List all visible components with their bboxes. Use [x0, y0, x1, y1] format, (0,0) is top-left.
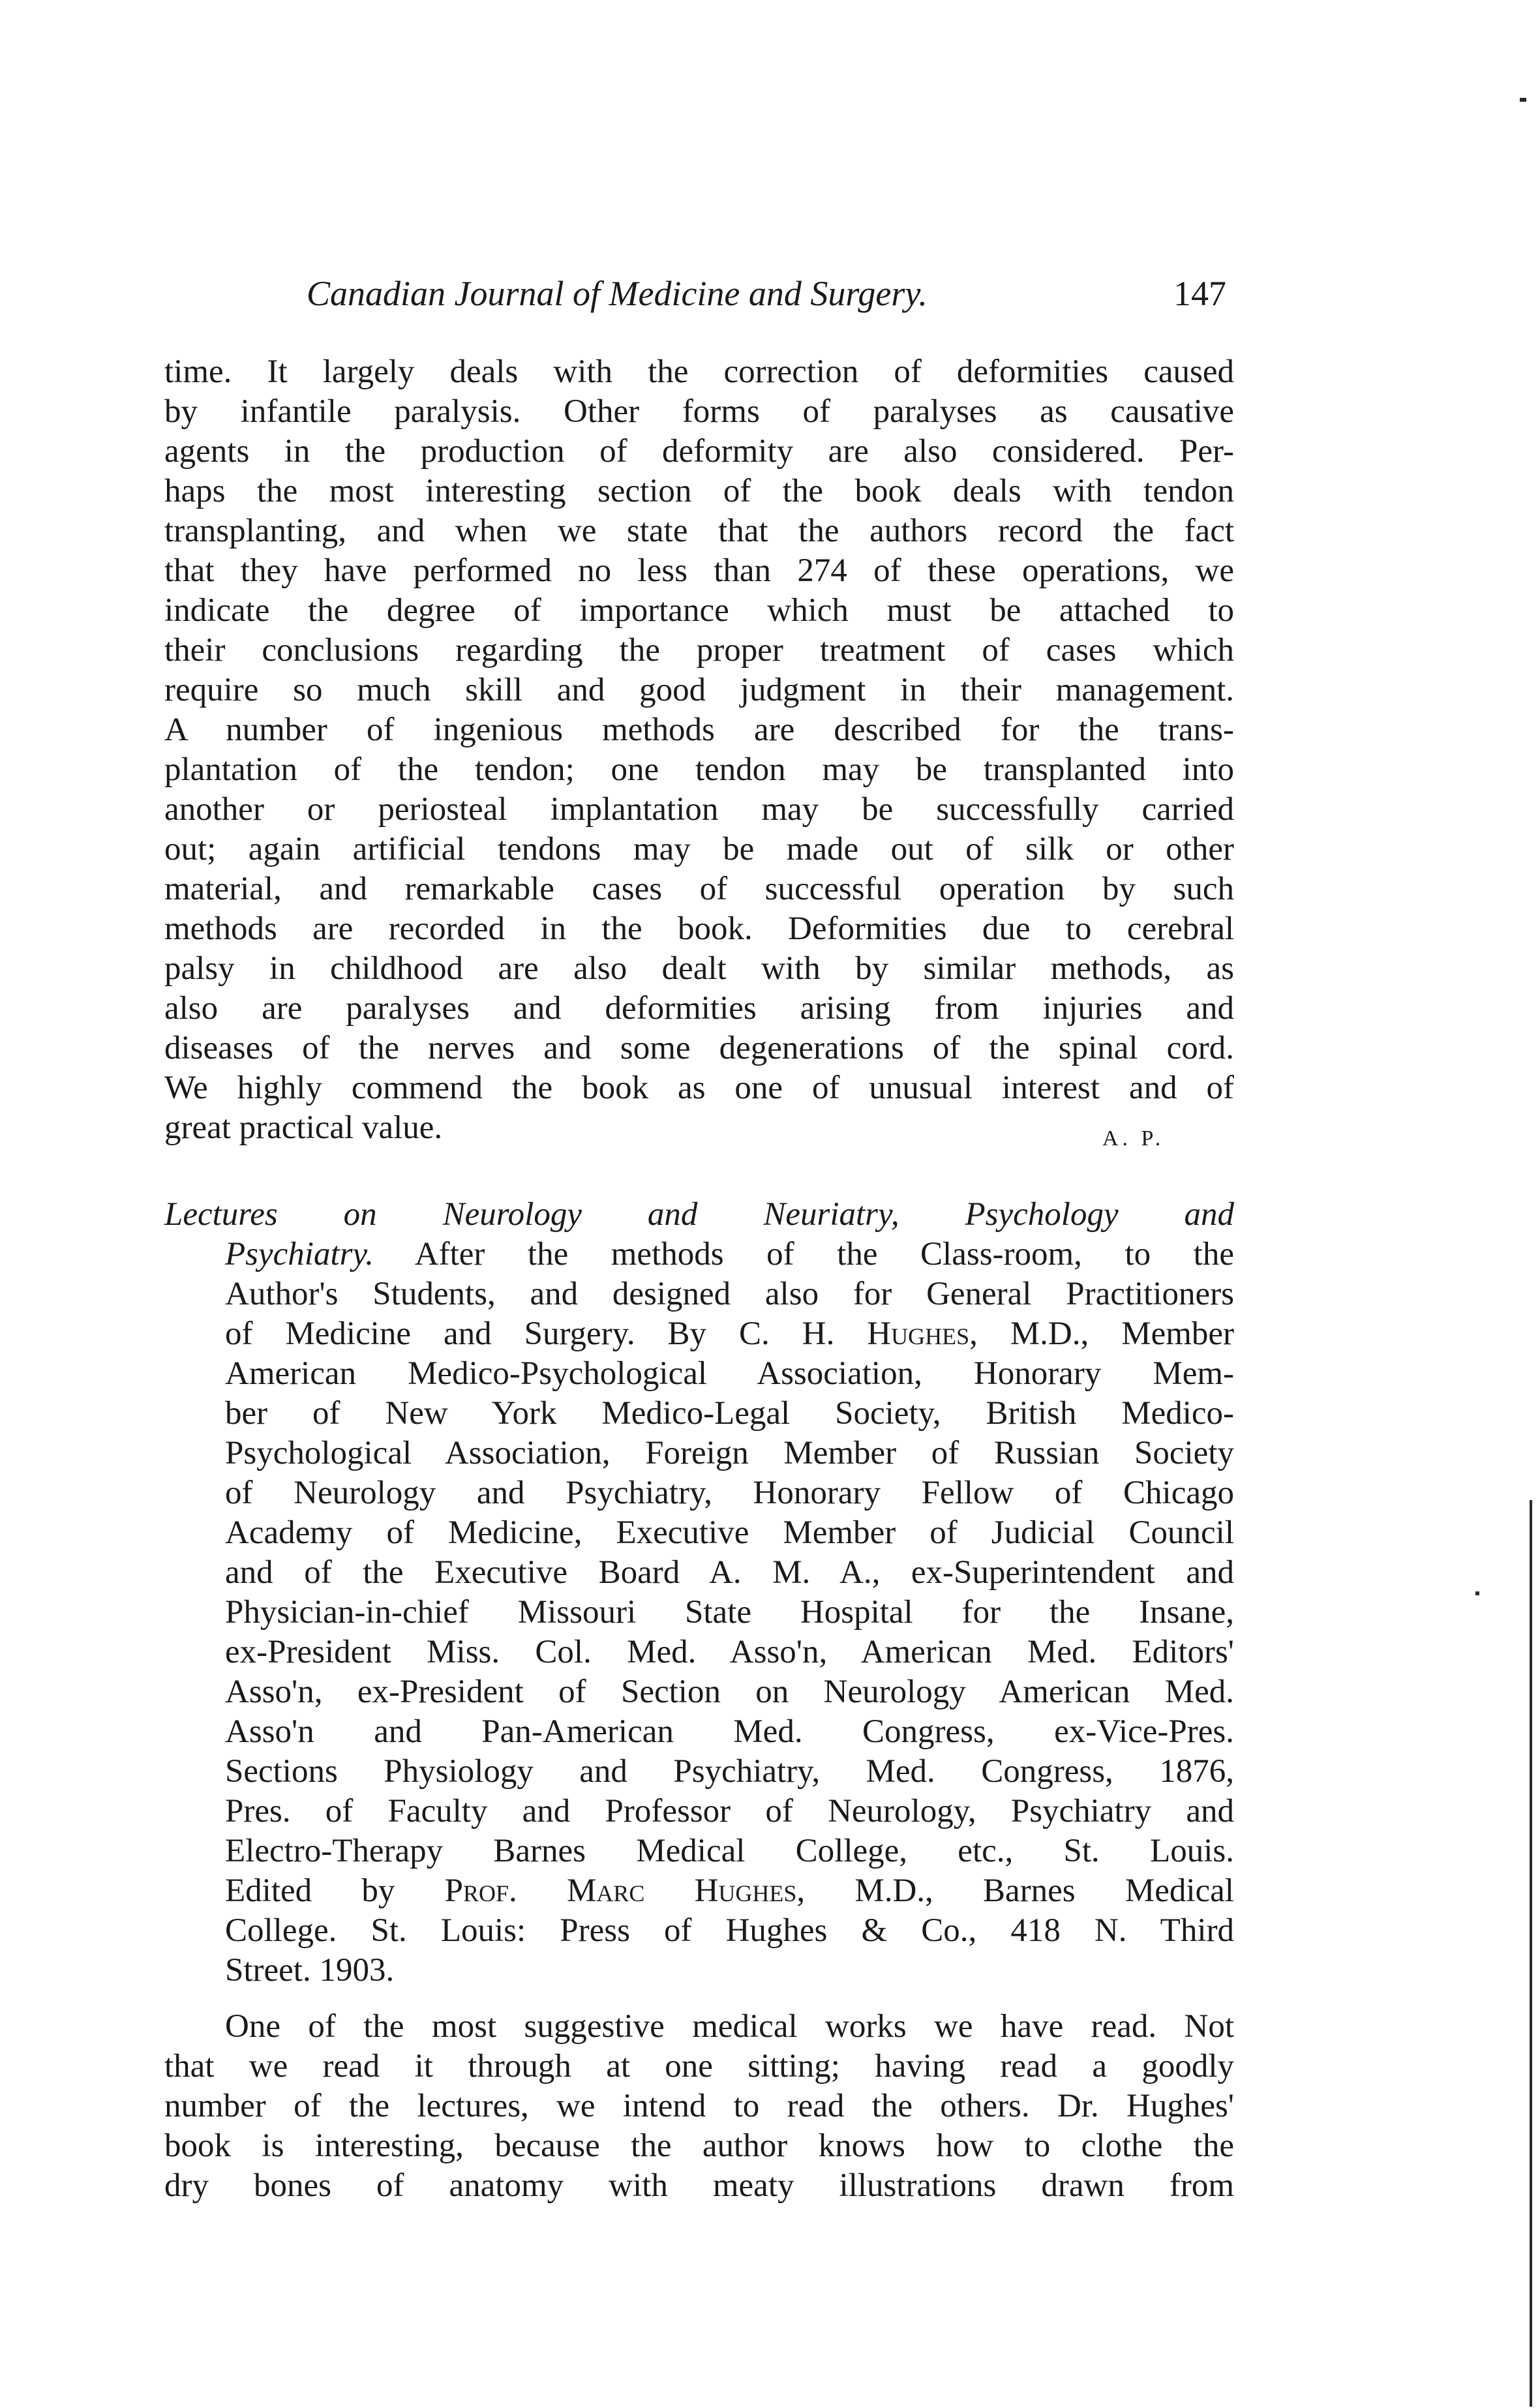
author-line	[225, 1314, 1234, 1354]
reviewer-signature: A. P.	[1102, 1126, 1165, 1151]
book-title-line: Lectures on Neurology and Neuriatry, Psychology and	[164, 1196, 1234, 1233]
heading-line: Street. 1903.	[225, 1952, 395, 1989]
heading-line: Academy of Medicine, Executive Member of Judicial Council	[225, 1514, 1234, 1551]
text-line: One of the most suggestive medical works we have read. Not	[225, 2008, 1234, 2045]
heading-line: Electro-Therapy Barnes Medical College, etc., St. Louis.	[225, 1833, 1234, 1869]
editor-name: Prof. Marc Hughes	[444, 1873, 797, 1909]
text-line: their conclusions regarding the proper treatment of cases which	[164, 632, 1234, 669]
book-title-italic: Psychiatry.	[225, 1236, 374, 1272]
heading-line: Author's Students, and designed also for General Practitioners	[225, 1276, 1234, 1312]
editor-line	[225, 1871, 1234, 1911]
text-line: that we read it through at one sitting; having read a goodly	[164, 2048, 1234, 2084]
heading-line: of Neurology and Psychiatry, Honorary Fellow of Chicago	[225, 1475, 1234, 1511]
running-head	[307, 267, 1226, 320]
editor-prefix: Edited by	[225, 1873, 445, 1909]
text-line: methods are recorded in the book. Deformities due to cerebral	[164, 911, 1234, 947]
text-line: material, and remarkable cases of successful operation by such	[164, 871, 1234, 907]
page-number: 147	[1173, 274, 1226, 313]
heading-line: American Medico-Psychological Association, Honorary Mem-	[225, 1355, 1234, 1392]
heading-line: ber of New York Medico-Legal Society, British Medico-	[225, 1395, 1234, 1432]
text-line: plantation of the tendon; one tendon may be transplanted into	[164, 751, 1234, 788]
text-line: diseases of the nerves and some degenerations of the spinal cord.	[164, 1030, 1234, 1066]
text-line: A number of ingenious methods are described for the trans-	[164, 712, 1234, 748]
heading-line: ex-President Miss. Col. Med. Asso'n, American Med. Editors'	[225, 1634, 1234, 1670]
heading-line: Physician-in-chief Missouri State Hospital for the Insane,	[225, 1594, 1234, 1631]
heading-line: Asso'n and Pan-American Med. Congress, ex-Vice-Pres.	[225, 1713, 1234, 1750]
scan-edge-shadow	[1530, 1500, 1532, 2407]
text-line: dry bones of anatomy with meaty illustrations drawn from	[164, 2167, 1234, 2204]
text-line: transplanting, and when we state that the authors record the fact	[164, 513, 1234, 549]
text-line: time. It largely deals with the correction of deformities caused	[164, 354, 1234, 390]
author-prefix: of Medicine and Surgery. By	[225, 1316, 740, 1352]
text-line: great practical value.	[164, 1109, 443, 1146]
journal-title: Canadian Journal of Medicine and Surgery.	[307, 274, 928, 313]
text-line: book is interesting, because the author knows how to clothe the	[164, 2128, 1234, 2164]
text-line: that they have performed no less than 274 of these operations, we	[164, 552, 1234, 589]
text-line: also are paralyses and deformities arising from injuries and	[164, 990, 1234, 1027]
text-line: by infantile paralysis. Other forms of paralyses as causative	[164, 393, 1234, 430]
book-title-line	[225, 1235, 1234, 1274]
author-name: C. H. Hughes	[739, 1316, 970, 1352]
heading-line: Psychological Association, Foreign Member of Russian Society	[225, 1435, 1234, 1471]
heading-line: and of the Executive Board A. M. A., ex-Superintendent and	[225, 1554, 1234, 1591]
text-line: another or periosteal implantation may be successfully carried	[164, 791, 1234, 828]
text-line: indicate the degree of importance which must be attached to	[164, 592, 1234, 629]
book-subtitle: After the methods of the Class-room, to the	[374, 1236, 1234, 1272]
text-line: agents in the production of deformity are also considered. Per-	[164, 433, 1234, 470]
heading-line: Asso'n, ex-President of Section on Neurology American Med.	[225, 1674, 1234, 1710]
text-line: out; again artificial tendons may be made out of silk or other	[164, 831, 1234, 867]
heading-line: Pres. of Faculty and Professor of Neurology, Psychiatry and	[225, 1793, 1234, 1829]
scan-speck	[1475, 1591, 1479, 1595]
editor-suffix: , M.D., Barnes Medical	[796, 1873, 1234, 1909]
text-line: number of the lectures, we intend to read the others. Dr. Hughes'	[164, 2088, 1234, 2124]
text-line: palsy in childhood are also dealt with by similar methods, as	[164, 950, 1234, 987]
author-suffix: , M.D., Member	[969, 1316, 1234, 1352]
heading-line: Sections Physiology and Psychiatry, Med. Congress, 1876,	[225, 1753, 1234, 1790]
scan-speck	[1520, 98, 1526, 102]
text-line: require so much skill and good judgment in their management.	[164, 672, 1234, 708]
heading-line: College. St. Louis: Press of Hughes & Co., 418 N. Third	[225, 1912, 1234, 1949]
text-line: haps the most interesting section of the book deals with tendon	[164, 473, 1234, 509]
text-line: We highly commend the book as one of unusual interest and of	[164, 1070, 1234, 1106]
